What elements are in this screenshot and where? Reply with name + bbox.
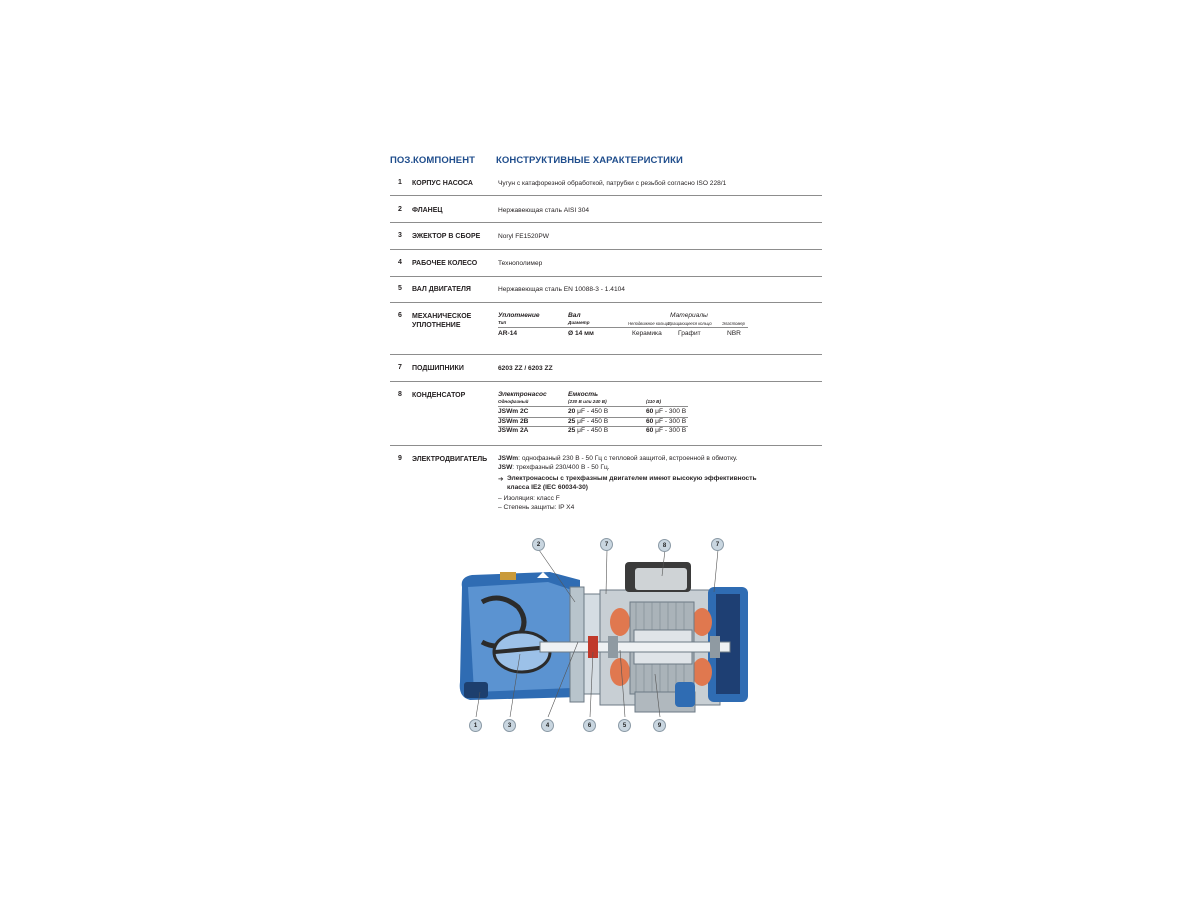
callout-top: 7 [711, 538, 724, 551]
rotating-ring: Графит [678, 330, 701, 337]
pump-header: Электронасос [498, 391, 547, 398]
capacity-header: Емкость [568, 391, 599, 398]
row-divider [390, 302, 822, 303]
row-divider [390, 276, 822, 277]
capacity-110-sub: (110 В) [646, 399, 661, 404]
row-number: 3 [398, 232, 402, 239]
motor-single-phase: JSWm: однофазный 230 В - 50 Гц с тепловой защитой, встроенной в обмотку. [498, 455, 738, 462]
table-row-capacitor [390, 391, 822, 441]
seal-type: AR-14 [498, 330, 518, 337]
row-number: 6 [398, 312, 402, 319]
row-divider [390, 195, 822, 196]
seal-type-header: Уплотнение [498, 312, 540, 319]
callout-top: 8 [658, 539, 671, 552]
row-number: 2 [398, 206, 402, 213]
pump-model: JSWm 2C [498, 408, 529, 415]
efficiency-class: класса IE2 (IEC 60034-30) [507, 484, 588, 491]
motor-three-phase: JSW: трехфазный 230/400 В - 50 Гц. [498, 464, 610, 471]
bearing [608, 636, 618, 658]
component-name: ПОДШИПНИКИ [412, 365, 464, 372]
component-value: Noryl FE1520PW [498, 233, 549, 240]
callout-top: 2 [532, 538, 545, 551]
row-number: 1 [398, 179, 402, 186]
capacitor-subheader-rule [498, 406, 688, 407]
materials-header: Материалы [670, 312, 708, 319]
row-number: 5 [398, 285, 402, 292]
protection-class: – Степень защиты: IP X4 [498, 504, 575, 511]
capacity-230: 25 μF - 450 В [568, 427, 609, 434]
capacity-110: 60 μF - 300 В [646, 417, 687, 425]
component-name: ВАЛ ДВИГАТЕЛЯ [412, 286, 471, 293]
header-characteristics: КОНСТРУКТИВНЫЕ ХАРАКТЕРИСТИКИ [496, 155, 683, 166]
insulation-class: – Изоляция: класс F [498, 495, 560, 502]
row-number: 4 [398, 259, 402, 266]
component-value: Технополимер [498, 260, 543, 267]
mat-rotating-header: Вращающееся кольцо [668, 320, 712, 326]
seal-type-sub: Тип [498, 320, 507, 325]
component-value: Нержавеющая сталь AISI 304 [498, 207, 590, 214]
callout-bottom: 1 [469, 719, 482, 732]
component-name: МЕХАНИЧЕСКОЕ УПЛОТНЕНИЕ [412, 313, 472, 329]
callout-bottom: 6 [583, 719, 596, 732]
stationary-ring: Керамика [632, 330, 662, 337]
callout-top: 7 [600, 538, 613, 551]
mat-elastomer-header: Эластомер [722, 320, 745, 326]
arrow-icon: ➔ [498, 476, 504, 483]
component-value: Нержавеющая сталь EN 10088-3 - 1.4104 [498, 286, 625, 293]
capacity-110: 60 μF - 300 В [646, 408, 687, 415]
capacity-110: 60 μF - 300 В [646, 427, 687, 434]
component-name: КОРПУС НАСОСА [412, 180, 473, 187]
component-name: ФЛАНЕЦ [412, 207, 443, 214]
winding-copper [610, 608, 630, 636]
table-row-seal [390, 312, 822, 352]
row-divider [390, 445, 822, 446]
component-value: 6203 ZZ / 6203 ZZ [498, 365, 553, 372]
component-name: ЭЖЕКТОР В СБОРЕ [412, 233, 481, 240]
header-component: КОМПОНЕНТ [413, 155, 476, 166]
row-number: 8 [398, 391, 402, 398]
capacity-sub: (230 В или 240 В) [568, 399, 607, 404]
row-divider [390, 354, 822, 355]
shaft-diameter: Ø 14 мм [568, 330, 594, 337]
row-divider [390, 249, 822, 250]
efficiency-note: Электронасосы с трехфазным двигателем имеют высокую эффективность [507, 475, 757, 482]
row-number: 7 [398, 364, 402, 371]
motor-shaft [540, 642, 730, 652]
mat-stationary-header: Неподвижное кольцо [628, 320, 670, 326]
component-name: КОНДЕНСАТОР [412, 392, 466, 399]
component-name: ЭЛЕКТРОДВИГАТЕЛЬ [412, 456, 488, 463]
pump-sub: Однофазный [498, 399, 529, 404]
callout-bottom: 9 [653, 719, 666, 732]
pump-model: JSWm 2A [498, 427, 529, 434]
row-divider [390, 381, 822, 382]
callout-bottom: 5 [618, 719, 631, 732]
elastomer: NBR [727, 330, 741, 337]
capacity-230: 20 μF - 450 В [568, 408, 609, 415]
shaft-sub: Диаметр [568, 320, 590, 325]
header-pos: ПОЗ. [390, 155, 414, 166]
pump-model: JSWm 2B [498, 417, 529, 425]
pump-cutaway-illustration [440, 532, 770, 742]
row-divider [390, 222, 822, 223]
row-number: 9 [398, 455, 402, 462]
component-name: РАБОЧЕЕ КОЛЕСО [412, 260, 478, 267]
priming-plug [500, 572, 516, 580]
capacity-230: 25 μF - 450 В [568, 417, 609, 425]
component-value: Чугун с катафорезной обработкой, патрубки с резьбой согласно ISO 228/1 [498, 180, 727, 187]
seal-subheader-rule [498, 327, 748, 328]
table-row-motor [390, 455, 822, 515]
shaft-header: Вал [568, 312, 581, 319]
callout-bottom: 4 [541, 719, 554, 732]
callout-bottom: 3 [503, 719, 516, 732]
